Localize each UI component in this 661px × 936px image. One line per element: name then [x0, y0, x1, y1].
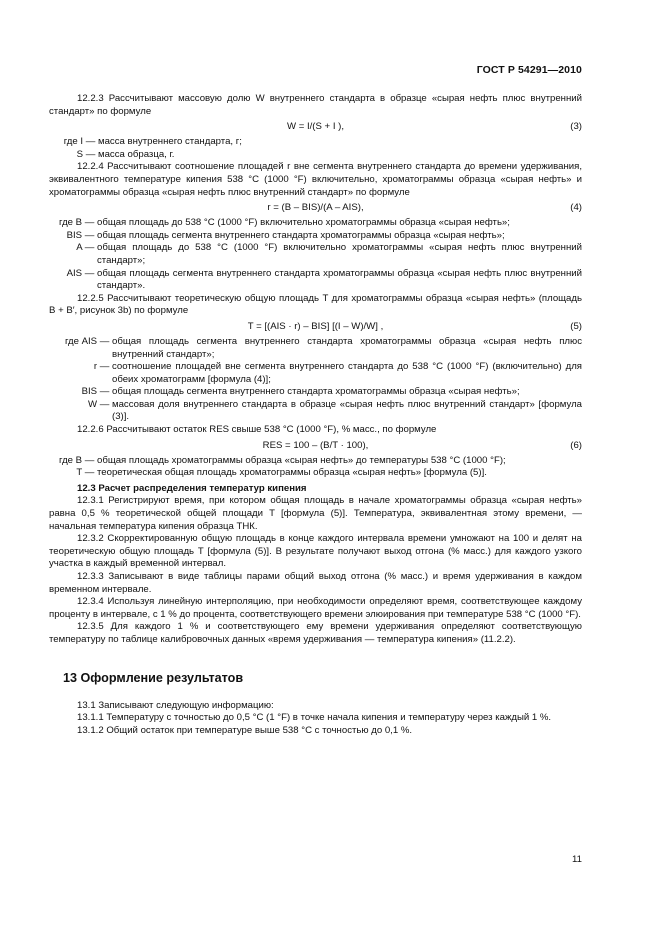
definition-row [49, 467, 582, 480]
definition-label: где AIS — [64, 335, 112, 347]
formula-3-number: (3) [570, 121, 582, 133]
formula-4 [49, 202, 582, 215]
paragraph-12-2-5: 12.2.5 Рассчитывают теоретическую общую площадь T для хроматограммы образца «сырая нефть» (площадь B + B′, рисунок 3b) по формуле [49, 292, 582, 317]
definition-label: A — [76, 242, 97, 254]
definition-label: T — [76, 467, 97, 479]
definition-label: BIS — [81, 386, 112, 398]
formula-6 [49, 440, 582, 453]
definition-text: общая площадь до 538 °С (1000 °F) включительно хроматограммы «сырая нефть плюс внутренний стандарт»; [97, 242, 582, 266]
definition-row [49, 217, 582, 230]
formula-3-expression: W = I/(S + I ), [286, 121, 345, 133]
definition-text: теоретическая общая площадь хроматограммы образца «сырая нефть» [формула (5)]. [97, 467, 487, 479]
paragraph-13-1-1: 13.1.1 Температуру с точностью до 0,5 °С (1 °F) в точке начала кипения и температуру через каждый 1 %. [77, 712, 552, 724]
definition-text: общая площадь сегмента внутреннего стандарта хроматограммы образца «сырая нефть»; [112, 386, 520, 398]
definition-label: где B — [59, 454, 97, 466]
section-heading-13: 13 Оформление результатов [63, 670, 244, 685]
paragraph-12-2-3: 12.2.3 Рассчитывают массовую долю W внутреннего стандарта в образце «сырая нефть плюс внутренний стандарт» по формуле [49, 93, 582, 117]
definition-label: где I — [63, 136, 98, 148]
definition-label: где B — [59, 217, 97, 229]
paragraph-12-3-4: 12.3.4 Используя линейную интерполяцию, при необходимости определяют время, соответствующее каждому проценту в интервале, с 1 % до процента, соответствующего времени элюирования при температуре 538 °С (1000 °F). [49, 596, 582, 620]
definition-row [49, 336, 582, 361]
formula-5 [49, 321, 582, 334]
formula-4-expression: r = (B – BIS)/(A – AIS), [267, 202, 364, 214]
paragraph-12-3-2: 12.3.2 Скорректированную общую площадь в конце каждого интервала времени умножают на 100 и делят на теоретическую общую площадь T [формула (5)]. В результате получают выход отгона (% масс.) для каждого узкого участка в каждый временной интервал. [49, 533, 582, 570]
subsection-heading-12-3: 12.3 Расчет распределения температур кипения [77, 482, 307, 494]
formula-6-number: (6) [570, 439, 582, 451]
definition-row [49, 361, 582, 386]
definition-text: масса образца, г. [98, 148, 175, 160]
definition-row [49, 242, 582, 267]
definition-row [49, 268, 582, 293]
formula-5-expression: T = [(AIS · r) – BIS] [(I – W)/W] , [247, 320, 384, 332]
page-body [49, 93, 582, 737]
paragraph-12-3-1: 12.3.1 Регистрируют время, при котором общая площадь в начале хроматограммы образца «сырая нефть» равна 0,5 % теоретической общей площади T [формула (5)]. Температура, эквивалентная этому времени, — начальная температура кипения образца ТНК. [49, 495, 582, 532]
paragraph-12-2-6: 12.2.6 Рассчитывают остаток RES свыше 538 °С (1000 °F), % масс., по формуле [77, 424, 437, 436]
definition-text: масса внутреннего стандарта, г; [98, 136, 242, 148]
definition-row [49, 149, 582, 162]
definition-text: массовая доля внутреннего стандарта в образце «сырая нефть плюс внутренний стандарт» [формула (3)]. [112, 398, 582, 423]
definition-row [49, 230, 582, 243]
document-code: ГОСТ Р 54291—2010 [476, 64, 582, 76]
definition-text: общая площадь сегмента внутреннего стандарта хроматограммы образца «сырая нефть плюс внутренний стандарт»; [112, 335, 582, 360]
page-number: 11 [572, 854, 582, 865]
paragraph-13-1: 13.1 Записывают следующую информацию: [77, 699, 274, 711]
definition-label: BIS — [66, 229, 97, 241]
formula-5-number: (5) [570, 320, 582, 332]
definition-text: соотношение площадей вне сегмента внутреннего стандарта до 538 °С (1000 °F) (включительно) для обеих хроматограмм [формула (4)]; [112, 361, 582, 385]
definition-label: r — [93, 361, 112, 373]
formula-4-number: (4) [570, 202, 582, 214]
definition-text: общая площадь сегмента внутреннего стандарта хроматограммы образца «сырая нефть»; [97, 229, 505, 241]
formula-6-expression: RES = 100 – (B/T · 100), [262, 439, 369, 451]
paragraph-13-1-2: 13.1.2 Общий остаток при температуре выше 538 °С с точностью до 0,1 %. [77, 724, 413, 736]
definition-text: общая площадь до 538 °С (1000 °F) включительно хроматограммы образца «сырая нефть»; [97, 217, 510, 229]
paragraph-12-3-3: 12.3.3 Записывают в виде таблицы парами общий выход отгона (% масс.) и время удерживания в каждом временном интервале. [49, 571, 582, 595]
paragraph-12-3-5: 12.3.5 Для каждого 1 % и соответствующего ему времени удерживания определяют соответствующую температуру по таблице калибровочных данных «время удерживания — температура кипения» (11.2.2). [49, 621, 582, 645]
definition-label: AIS — [66, 267, 97, 279]
formula-3 [49, 121, 582, 134]
definition-row [49, 455, 582, 468]
definition-row [49, 136, 582, 149]
definition-row [49, 399, 582, 424]
definition-row [49, 386, 582, 399]
definition-text: общая площадь хроматограммы образца «сырая нефть» до температуры 538 °С (1000 °F); [97, 454, 506, 466]
paragraph-12-2-4: 12.2.4 Рассчитывают соотношение площадей r вне сегмента внутреннего стандарта до времени удерживания, эквивалентного температуре кипения 538 °С (1000 °F) включительно, хроматограммы образца «сырая нефть» и хроматограммы образца «сырая нефть плюс внутренний стандарт» по формуле [49, 161, 582, 198]
definition-label: S — [76, 148, 98, 160]
definition-label: W — [88, 398, 112, 410]
definition-text: общая площадь сегмента внутреннего стандарта хроматограммы образца «сырая нефть плюс внутренний стандарт». [97, 267, 582, 292]
